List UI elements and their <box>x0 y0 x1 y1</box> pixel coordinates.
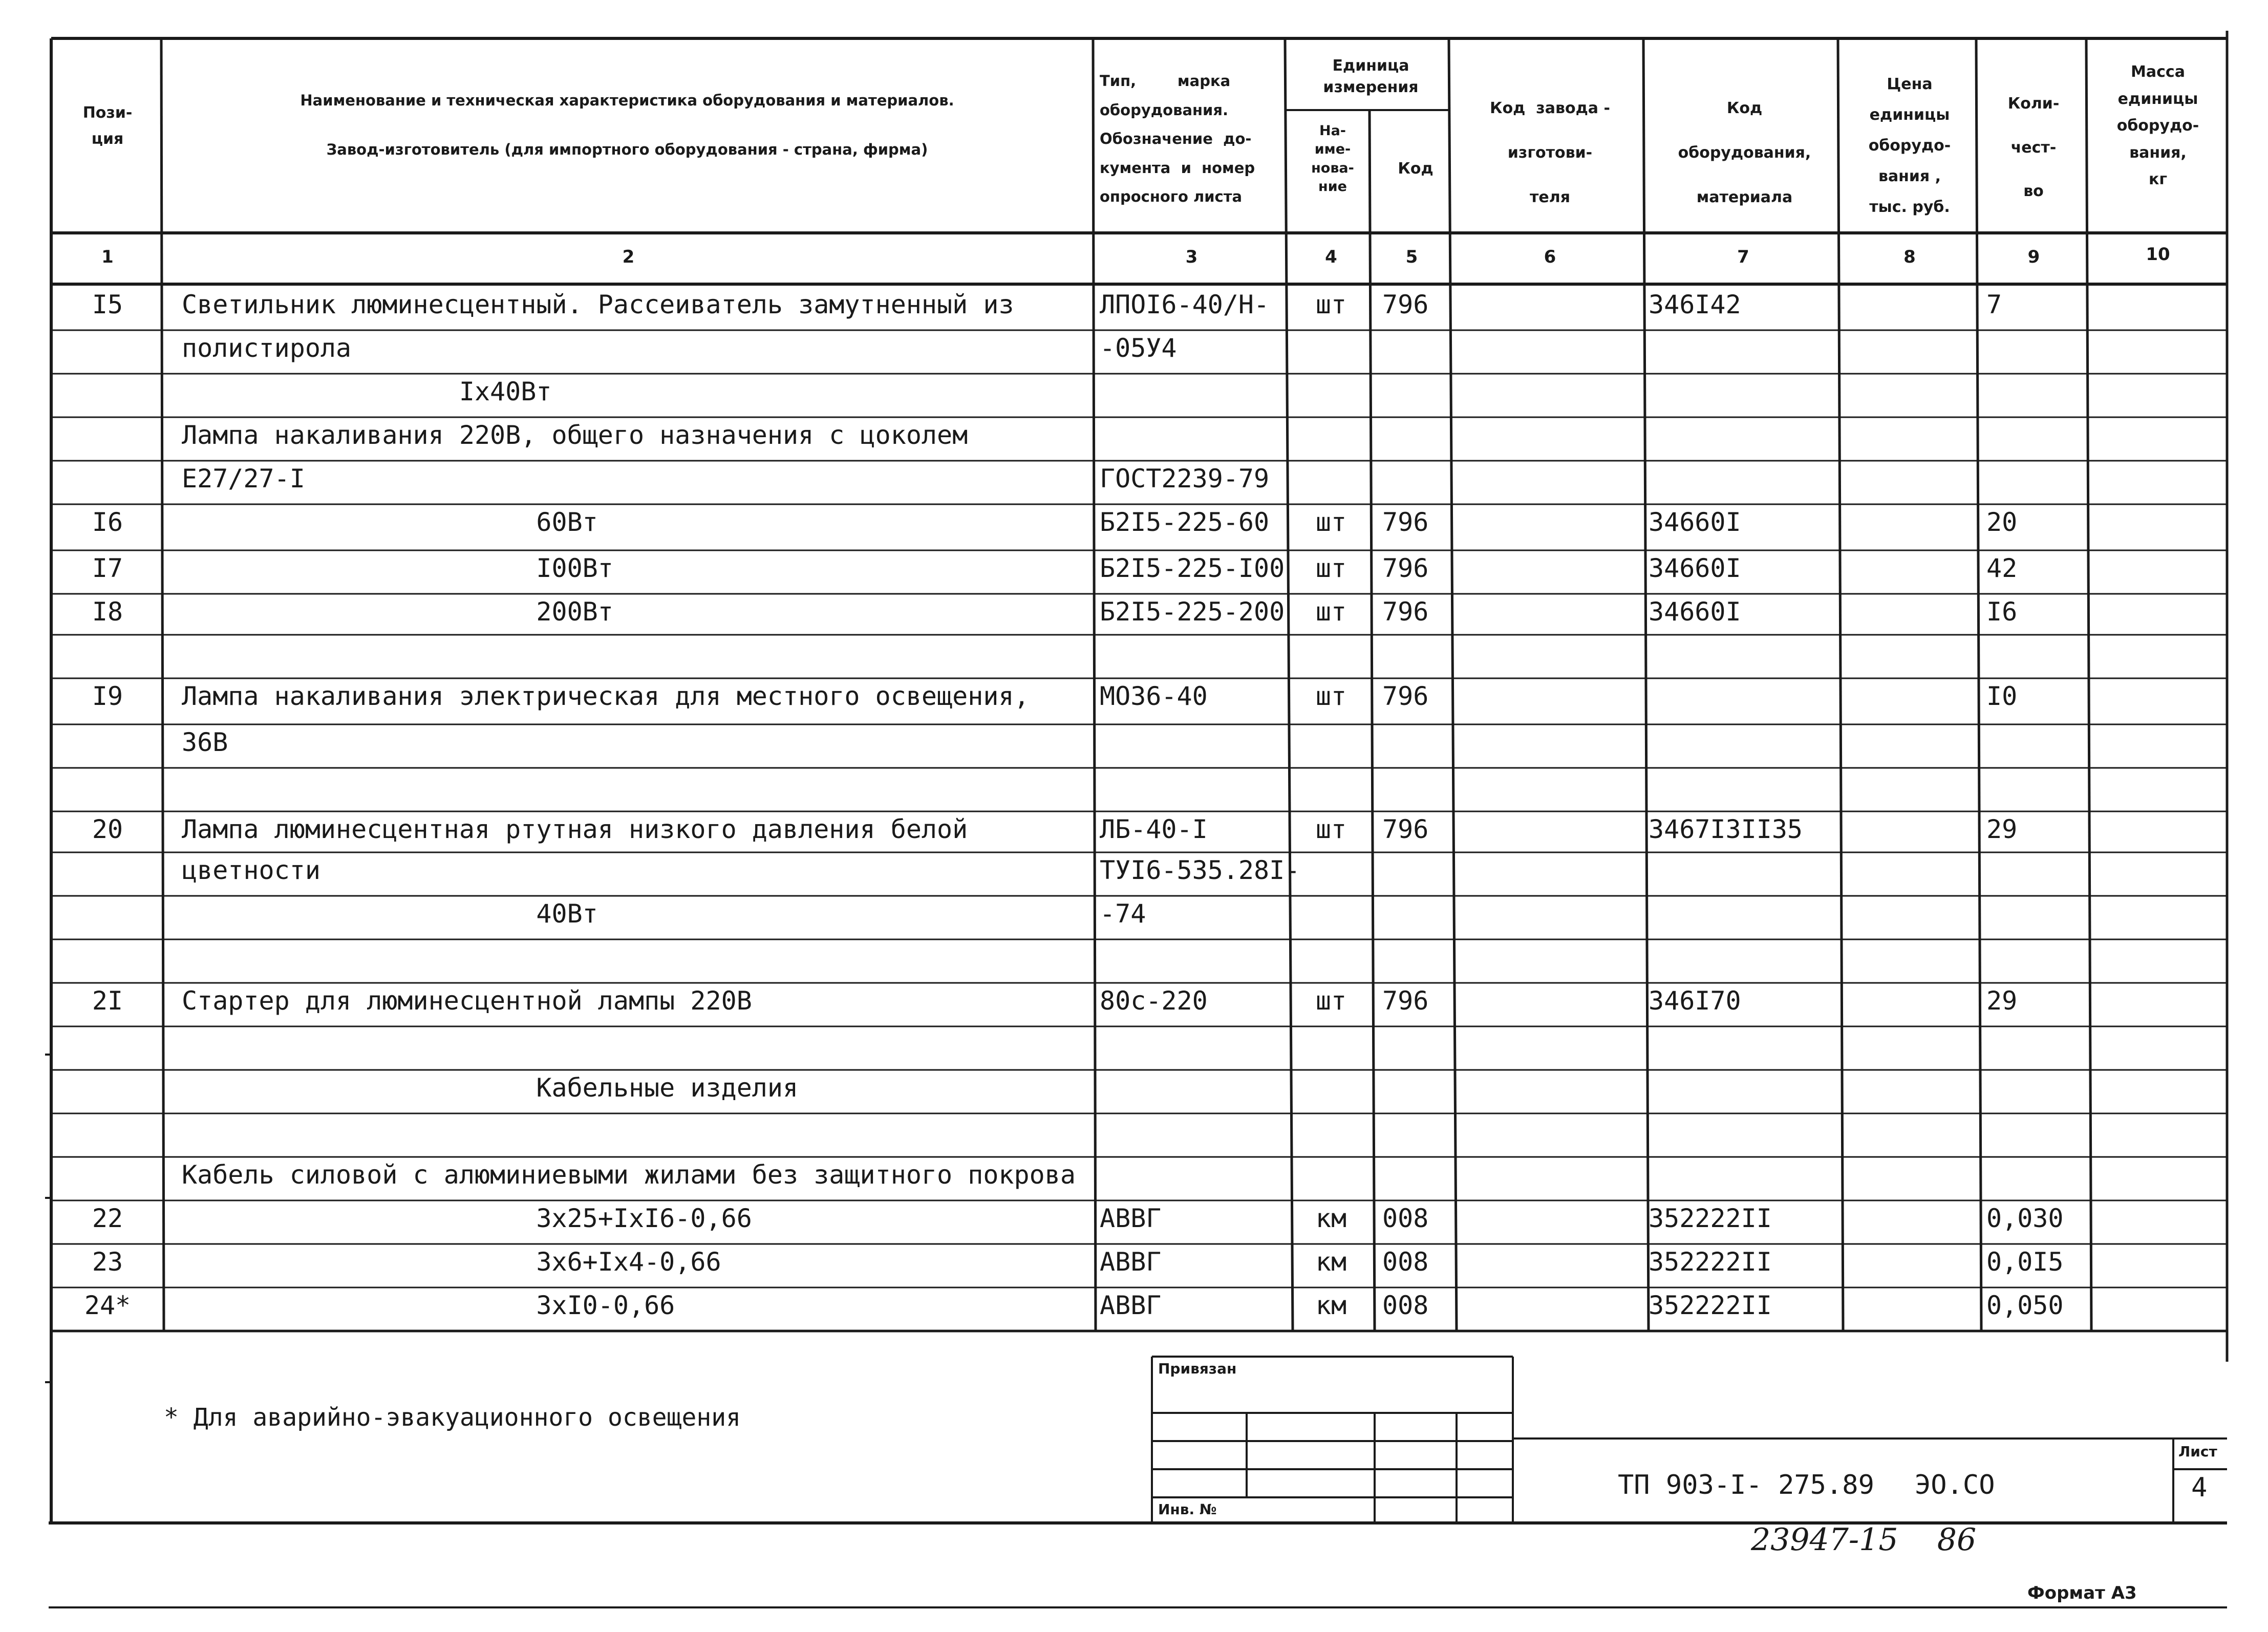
header-position: Пози- ция <box>82 104 133 148</box>
cell-pos: 22 <box>92 1204 123 1233</box>
cell-unit: шт <box>1315 553 1347 583</box>
cell-type: ГОСТ2239-79 <box>1100 464 1270 493</box>
cell-type: АВВГ <box>1100 1204 1162 1233</box>
cell-name: Лампа накаливания 220В, общего назначения с цоколем <box>182 420 968 450</box>
cell-unit: шт <box>1315 290 1347 319</box>
column-number: 8 <box>1903 247 1916 267</box>
cell-qty: 29 <box>1986 986 2018 1016</box>
cell-name: 3хI0-0,66 <box>182 1291 675 1320</box>
cell-name: Кабель силовой с алюминиевыми жилами без защитного покрова <box>182 1160 1076 1190</box>
cell-type: АВВГ <box>1100 1247 1162 1277</box>
cell-unit: км <box>1315 1204 1347 1233</box>
cell-qty: I6 <box>1986 597 2018 627</box>
cell-mat: 352222II <box>1649 1247 1772 1277</box>
header-material-code: Код оборудования, материала <box>1678 99 1811 206</box>
cell-type: ТУI6-535.28I- <box>1100 855 1300 885</box>
cell-unit: км <box>1315 1247 1347 1277</box>
column-number: 3 <box>1185 247 1198 267</box>
cell-name: Стартер для люминесцентной лампы 220В <box>182 986 752 1016</box>
cell-unit: шт <box>1315 507 1347 537</box>
header-mass: Масса единицы оборудо- вания, кг <box>2116 63 2199 188</box>
header-quantity: Коли- чест- во <box>2007 95 2060 200</box>
cell-pos: 24* <box>84 1291 131 1320</box>
cell-pos: 20 <box>92 814 123 844</box>
cell-code: 008 <box>1382 1291 1429 1320</box>
cell-type: Б2I5-225-I00 <box>1100 553 1285 583</box>
cell-unit: шт <box>1315 986 1347 1016</box>
cell-unit: км <box>1315 1291 1347 1320</box>
cell-mat: 3467I3II35 <box>1649 814 1803 844</box>
cell-name: 3х25+IхI6-0,66 <box>182 1204 752 1233</box>
column-number: 6 <box>1544 247 1556 267</box>
cell-type: ЛПОI6-40/Н- <box>1100 290 1270 319</box>
column-number: 2 <box>622 247 635 267</box>
header-name-line1: Наименование и техническая характеристика оборудования и материалов. <box>300 92 954 109</box>
cell-code: 796 <box>1382 507 1429 537</box>
cell-name: Лампа люминесцентная ртутная низкого давления белой <box>182 814 968 844</box>
cell-code: 008 <box>1382 1247 1429 1277</box>
cell-pos: I7 <box>92 553 123 583</box>
cell-pos: I9 <box>92 681 123 711</box>
column-number: 10 <box>2146 244 2170 265</box>
cell-code: 008 <box>1382 1204 1429 1233</box>
cell-qty: I0 <box>1986 681 2018 711</box>
cell-type: АВВГ <box>1100 1291 1162 1320</box>
cell-qty: 7 <box>1986 290 2002 319</box>
cell-name: полистирола <box>182 333 352 363</box>
archive-number: 23947-15 86 <box>1751 1522 1977 1558</box>
cell-pos: I8 <box>92 597 123 627</box>
cell-pos: I6 <box>92 507 123 537</box>
cell-unit: шт <box>1315 681 1347 711</box>
cell-qty: 0,050 <box>1986 1291 2064 1320</box>
header-factory-code: Код завода - изготови- теля <box>1490 99 1610 206</box>
cell-mat: 352222II <box>1649 1291 1772 1320</box>
cell-type: Б2I5-225-200 <box>1100 597 1285 627</box>
cell-code: 796 <box>1382 290 1429 319</box>
column-number: 7 <box>1737 247 1749 267</box>
sheet-number: 4 <box>2191 1472 2208 1503</box>
header-name-line2: Завод-изготовитель (для импортного оборудования - страна, фирма) <box>326 141 928 158</box>
header-price: Цена единицы оборудо- вания , тыс. руб. <box>1868 75 1951 216</box>
cell-qty: 29 <box>1986 814 2018 844</box>
column-number: 4 <box>1325 247 1337 267</box>
cell-mat: 352222II <box>1649 1204 1772 1233</box>
cell-name: Светильник люминесцентный. Рассеиватель замутненный из <box>182 290 1014 319</box>
cell-type: Б2I5-225-60 <box>1100 507 1270 537</box>
cell-mat: 346I42 <box>1649 290 1741 319</box>
cell-type: МО36-40 <box>1100 681 1208 711</box>
header-unit-name: На- име- нова- ние <box>1311 123 1354 195</box>
column-number: 5 <box>1405 247 1418 267</box>
cell-code: 796 <box>1382 681 1429 711</box>
stamp-attached-label: Привязан <box>1158 1360 1237 1377</box>
cell-unit: шт <box>1315 597 1347 627</box>
column-number: 9 <box>2027 247 2040 267</box>
cell-code: 796 <box>1382 553 1429 583</box>
cell-name: Е27/27-I <box>182 464 305 493</box>
cell-qty: 20 <box>1986 507 2018 537</box>
cell-name: 3х6+Iх4-0,66 <box>182 1247 721 1277</box>
cell-name: цветности <box>182 855 320 885</box>
cell-mat: 34660I <box>1649 553 1741 583</box>
footnote: * Для аварийно-эвакуационного освещения <box>164 1403 741 1432</box>
cell-name: 200Вт <box>182 597 613 627</box>
cell-code: 796 <box>1382 597 1429 627</box>
sheet-label: Лист <box>2178 1443 2217 1460</box>
document-code: ТП 903-I- 275.89 <box>1618 1470 1874 1500</box>
cell-name: 60Вт <box>182 507 598 537</box>
header-unit-code: Код <box>1398 160 1433 178</box>
cell-pos: 23 <box>92 1247 123 1277</box>
cell-type: 80с-220 <box>1100 986 1208 1016</box>
cell-type: -74 <box>1100 899 1146 929</box>
cell-type: ЛБ-40-I <box>1100 814 1208 844</box>
cell-pos: 2I <box>92 986 123 1016</box>
cell-mat: 34660I <box>1649 507 1741 537</box>
cell-pos: I5 <box>92 290 123 319</box>
cell-mat: 346I70 <box>1649 986 1741 1016</box>
cell-name: Лампа накаливания электрическая для местного освещения, <box>182 681 1030 711</box>
header-unit: Единица измерения <box>1323 57 1419 96</box>
column-number: 1 <box>101 247 114 267</box>
cell-name: 40Вт <box>182 899 598 929</box>
cell-name: Кабельные изделия <box>182 1073 799 1103</box>
stamp-inventory-label: Инв. № <box>1158 1501 1217 1518</box>
cell-code: 796 <box>1382 986 1429 1016</box>
cell-qty: 0,030 <box>1986 1204 2064 1233</box>
cell-qty: 0,0I5 <box>1986 1247 2064 1277</box>
document-section: ЭО.СО <box>1915 1470 1995 1500</box>
cell-qty: 42 <box>1986 553 2018 583</box>
paper-format: Формат А3 <box>2027 1583 2137 1603</box>
cell-mat: 34660I <box>1649 597 1741 627</box>
cell-code: 796 <box>1382 814 1429 844</box>
cell-name: I00Вт <box>182 553 613 583</box>
cell-name: 36В <box>182 727 228 757</box>
cell-unit: шт <box>1315 814 1347 844</box>
cell-name: Iх40Вт <box>182 377 552 406</box>
header-type: Тип, марка оборудования. Обозначение до- кумента и номер опросного листа <box>1100 72 1255 206</box>
cell-type: -05У4 <box>1100 333 1177 363</box>
